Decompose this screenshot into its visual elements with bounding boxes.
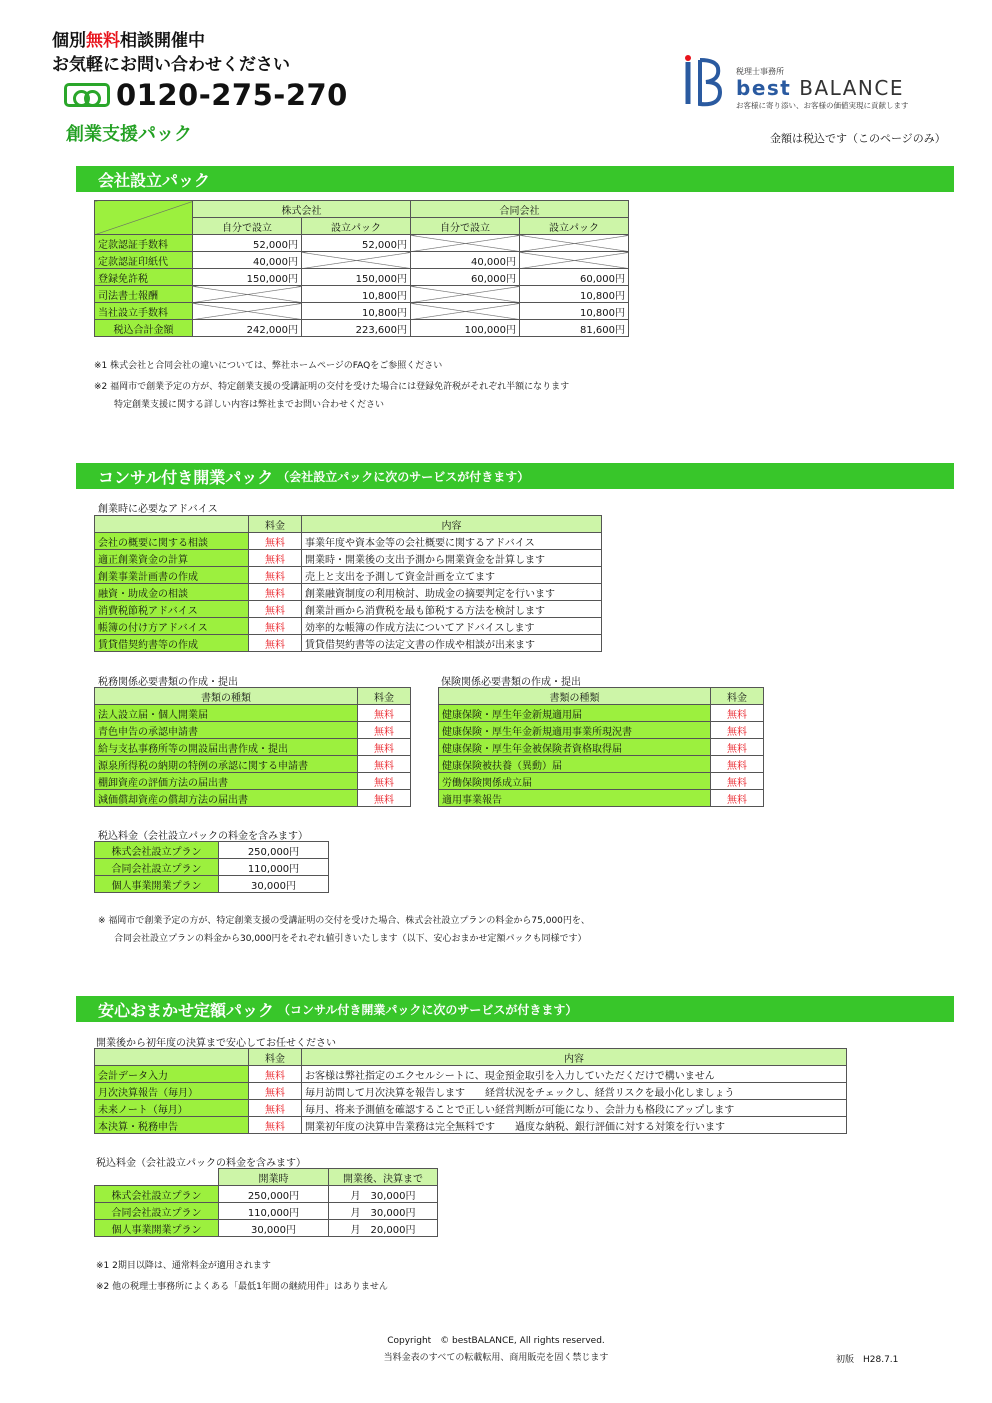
- col-header: 料金: [249, 1049, 302, 1066]
- not-applicable-cell: [520, 252, 629, 269]
- row-label: 税込合計金額: [95, 320, 193, 337]
- table-row: 健康保険・厚生年金新規適用届 無料: [439, 705, 764, 722]
- pack-title: 創業支援パック: [66, 124, 192, 145]
- fixed-fee-table: [94, 1048, 847, 1134]
- cell-value: 223,600円: [302, 320, 411, 337]
- group-header: 合同会社: [411, 201, 629, 218]
- not-applicable-cell: [193, 286, 302, 303]
- table-row: 個人事業開業プラン 30,000円: [95, 876, 329, 893]
- empty-corner: [95, 1169, 219, 1186]
- cell-value: 10,800円: [520, 286, 629, 303]
- footnote: 合同会社設立プランの料金から30,000円をそれぞれ値引きいたします（以下、安心おまかせ定額パックも同様です）: [114, 934, 587, 944]
- cell-value: 40,000円: [411, 252, 520, 269]
- table-row: 融資・助成金の相談 無料 創業融資制度の利用検討、助成金の摘要判定を行います: [95, 584, 602, 601]
- table-row: [95, 269, 629, 286]
- col-header: 開業後、決算まで: [329, 1169, 438, 1186]
- row-label: 定款認証手数料: [95, 235, 193, 252]
- advice-table: [94, 515, 602, 652]
- table-row: 健康保険被扶養（異動）届 無料: [439, 756, 764, 773]
- advice-caption: 創業時に必要なアドバイス: [98, 504, 218, 515]
- col-header: 開業時: [219, 1169, 329, 1186]
- headline-free-consultation: 個別無料相談開催中: [52, 31, 205, 51]
- table-row: 帳簿の付け方アドバイス 無料 効率的な帳簿の作成方法についてアドバイスします: [95, 618, 602, 635]
- table-row: 源泉所得税の納期の特例の承認に関する申請書 無料: [95, 756, 411, 773]
- footnote: ※1 株式会社と合同会社の違いについては、弊社ホームページのFAQをご参照ください: [94, 361, 443, 371]
- table-row: 棚卸資産の評価方法の届出書 無料: [95, 773, 411, 790]
- headline-contact: お気軽にお問い合わせください: [52, 55, 290, 75]
- section-fixed-fee-banner: 安心おまかせ定額パック （コンサル付き開業パックに次のサービスが付きます）: [76, 996, 954, 1022]
- table-row: 未来ノート（毎月） 無料 毎月、将来予測値を確認することで正しい経営判断が可能になり、会計力も格段にアップします: [95, 1100, 847, 1117]
- cell-value: 40,000円: [193, 252, 302, 269]
- cell-value: 81,600円: [520, 320, 629, 337]
- consult-price-table: [94, 841, 329, 893]
- col-header: 内容: [302, 516, 602, 533]
- section-consult-pack-banner: コンサル付き開業パック （会社設立パックに次のサービスが付きます）: [76, 463, 954, 489]
- col-header: 料金: [711, 688, 764, 705]
- logo-brand-name: best BALANCE: [736, 76, 904, 100]
- cell-value: 10,800円: [302, 303, 411, 320]
- tax-docs-caption: 税務関係必要書類の作成・提出: [98, 677, 238, 688]
- footnote: 特定創業支援に関する詳しい内容は弊社までお問い合わせください: [114, 400, 385, 410]
- logo-office-label: 税理士事務所: [736, 67, 784, 76]
- fixed-fee-price-table: [94, 1168, 438, 1237]
- col-header: 書類の種類: [439, 688, 711, 705]
- row-label: 定款認証印紙代: [95, 252, 193, 269]
- sub-header: 設立パック: [520, 218, 629, 235]
- fixed-fee-caption: 開業後から初年度の決算まで安心してお任せください: [96, 1038, 336, 1049]
- phone-number-text: 0120-275-270: [116, 78, 348, 112]
- table-row: 賃貸借契約書等の作成 無料 賃貸借契約書等の法定文書の作成や相談が出来ます: [95, 635, 602, 652]
- not-applicable-cell: [193, 303, 302, 320]
- company-setup-table: [94, 200, 629, 337]
- table-row: 労働保険関係成立届 無料: [439, 773, 764, 790]
- section-company-setup-banner: 会社設立パック: [76, 166, 954, 192]
- not-applicable-cell: [520, 235, 629, 252]
- table-row: 創業事業計画書の作成 無料 売上と支出を予測して資金計画を立てます: [95, 567, 602, 584]
- table-row: 適用事業報告 無料: [439, 790, 764, 807]
- phone-number[interactable]: [64, 78, 348, 112]
- cell-value: 52,000円: [302, 235, 411, 252]
- col-header: 料金: [358, 688, 411, 705]
- company-logo: [682, 54, 730, 113]
- table-row: [95, 303, 629, 320]
- not-applicable-cell: [411, 303, 520, 320]
- not-applicable-cell: [302, 252, 411, 269]
- table-row: 合同会社設立プラン 110,000円: [95, 859, 329, 876]
- table-row: 健康保険・厚生年金新規適用事業所現況書 無料: [439, 722, 764, 739]
- table-row: 法人設立届・個人開業届 無料: [95, 705, 411, 722]
- table-row: 減価償却資産の償却方法の届出書 無料: [95, 790, 411, 807]
- insurance-docs-caption: 保険関係必要書類の作成・提出: [441, 677, 581, 688]
- row-label: 司法書士報酬: [95, 286, 193, 303]
- table-row: 会計データ入力 無料 お客様は弊社指定のエクセルシートに、現金預金取引を入力していただくだけで構いません: [95, 1066, 847, 1083]
- cell-value: 60,000円: [411, 269, 520, 286]
- row-label: 当社設立手数料: [95, 303, 193, 320]
- reproduction-notice: 当料金表のすべての転載転用、商用販売を固く禁じます: [383, 1353, 609, 1363]
- table-row: 合同会社設立プラン 110,000円 月 30,000円: [95, 1203, 438, 1220]
- sub-header: 自分で設立: [193, 218, 302, 235]
- corner-cell: [95, 516, 249, 533]
- cell-value: 150,000円: [193, 269, 302, 286]
- fixed-fee-price-caption: 税込料金（会社設立パックの料金を含みます）: [96, 1158, 306, 1169]
- sub-header: 自分で設立: [411, 218, 520, 235]
- table-row: [95, 286, 629, 303]
- table-row: 個人事業開業プラン 30,000円 月 20,000円: [95, 1220, 438, 1237]
- group-header: 株式会社: [193, 201, 411, 218]
- row-label: 登録免許税: [95, 269, 193, 286]
- cell-value: 100,000円: [411, 320, 520, 337]
- table-row: [95, 252, 629, 269]
- price-caption: 税込料金（会社設立パックの料金を含みます）: [98, 831, 308, 842]
- table-row: 適正創業資金の計算 無料 開業時・開業後の支出予測から開業資金を計算します: [95, 550, 602, 567]
- table-row: 会社の概要に関する相談 無料 事業年度や資本金等の会社概要に関するアドバイス: [95, 533, 602, 550]
- col-header: 内容: [302, 1049, 847, 1066]
- corner-cell: [95, 1049, 249, 1066]
- sub-header: 設立パック: [302, 218, 411, 235]
- col-header: 料金: [249, 516, 302, 533]
- footnote: ※2 福岡市で創業予定の方が、特定創業支援の受講証明の交付を受けた場合には登録免許税がそれぞれ半額になります: [94, 382, 570, 392]
- table-row: 株式会社設立プラン 250,000円: [95, 842, 329, 859]
- table-row: 月次決算報告（毎月） 無料 毎月訪問して月次決算を報告します 経営状況をチェックし、経営リスクを最小化しましょう: [95, 1083, 847, 1100]
- freedial-icon: [64, 83, 110, 107]
- table-row: 青色申告の承認申請書 無料: [95, 722, 411, 739]
- table-row: 株式会社設立プラン 250,000円 月 30,000円: [95, 1186, 438, 1203]
- cell-value: 10,800円: [302, 286, 411, 303]
- footnote: ※2 他の税理士事務所によくある「最低1年間の継続用件」はありません: [96, 1282, 388, 1292]
- corner-cell: [95, 201, 193, 235]
- col-header: 書類の種類: [95, 688, 358, 705]
- insurance-docs-table: [438, 687, 764, 807]
- cell-value: 10,800円: [520, 303, 629, 320]
- table-row-total: [95, 320, 629, 337]
- cell-value: 242,000円: [193, 320, 302, 337]
- table-row: 本決算・税務申告 無料 開業初年度の決算申告業務は完全無料です 過度な納税、銀行評価に対する対策を行います: [95, 1117, 847, 1134]
- cell-value: 52,000円: [193, 235, 302, 252]
- table-row: 健康保険・厚生年金被保険者資格取得届 無料: [439, 739, 764, 756]
- logo-tagline: お客様に寄り添い、お客様の価値実現に貢献します: [736, 101, 909, 110]
- cell-value: 60,000円: [520, 269, 629, 286]
- footnote: ※ 福岡市で創業予定の方が、特定創業支援の受講証明の交付を受けた場合、株式会社設立プランの料金から75,000円を、: [98, 916, 590, 926]
- table-row: 消費税節税アドバイス 無料 創業計画から消費税を最も節税する方法を検討します: [95, 601, 602, 618]
- tax-docs-table: [94, 687, 411, 807]
- table-row: [95, 235, 629, 252]
- version-label: 初版 H28.7.1: [836, 1355, 899, 1365]
- headline-free-word: 無料: [86, 31, 120, 51]
- table-row: 給与支払事務所等の開設届出書作成・提出 無料: [95, 739, 411, 756]
- copyright: Copyright © bestBALANCE, All rights reserved.: [387, 1336, 605, 1346]
- footnote: ※1 2期目以降は、通常料金が適用されます: [96, 1261, 271, 1271]
- logo-mark-icon: [682, 54, 730, 110]
- cell-value: 150,000円: [302, 269, 411, 286]
- tax-included-note: 金額は税込です（このページのみ）: [770, 132, 946, 145]
- not-applicable-cell: [411, 235, 520, 252]
- not-applicable-cell: [411, 286, 520, 303]
